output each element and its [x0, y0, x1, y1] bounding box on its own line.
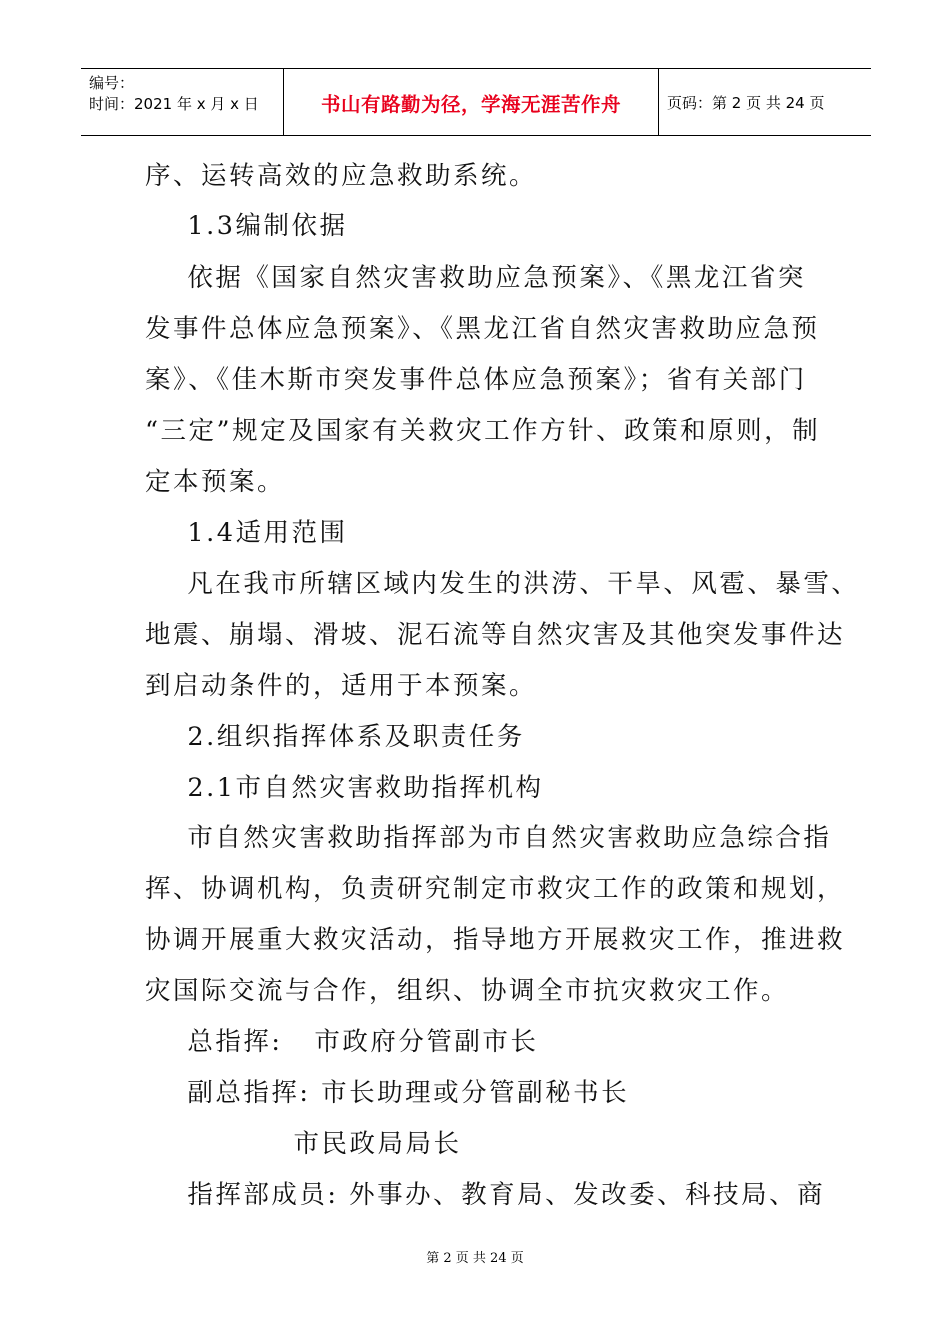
body-line: 凡在我市所辖区域内发生的洪涝、干旱、风雹、暴雪、 — [145, 569, 860, 599]
section-heading-2-1: 2.1市自然灾害救助指挥机构 — [145, 773, 544, 803]
body-line: 依据《国家自然灾害救助应急预案》、《黑龙江省突 — [145, 263, 806, 293]
deputy-commander-line-2: 市民政局局长 — [145, 1129, 462, 1159]
body-line: 序、运转高效的应急救助系统。 — [145, 161, 538, 191]
motto-text: 书山有路勤为径，学海无涯苦作舟 — [320, 93, 621, 116]
section-heading-2: 2.组织指挥体系及职责任务 — [145, 722, 525, 752]
header-page-cell — [659, 69, 871, 135]
body-line: 定本预案。 — [145, 467, 286, 497]
body-line: 灾国际交流与合作，组织、协调全市抗灾救灾工作。 — [145, 976, 790, 1006]
members-line: 指挥部成员: 外事办、教育局、发改委、科技局、商 — [145, 1180, 826, 1210]
page-footer: 第 2 页 共 24 页 — [426, 1251, 524, 1266]
body-line: 发事件总体应急预案》、《黑龙江省自然灾害救助应急预 — [145, 314, 820, 344]
body-line: 挥、协调机构，负责研究制定市救灾工作的政策和规划， — [145, 874, 846, 904]
body-line: 到启动条件的，适用于本预案。 — [145, 671, 538, 701]
header-meta-cell — [81, 69, 284, 135]
deputy-commander-line: 副总指挥: 市长助理或分管副秘书长 — [145, 1078, 630, 1108]
section-heading-1-3: 1.3编制依据 — [145, 211, 348, 241]
document-header — [81, 68, 871, 136]
commander-line: 总指挥: 市政府分管副市长 — [145, 1027, 539, 1057]
body-line: “三定”规定及国家有关救灾工作方针、政策和原则，制 — [145, 416, 821, 446]
body-line: 协调开展重大救灾活动，指导地方开展救灾工作，推进救 — [145, 925, 846, 955]
body-line: 市自然灾害救助指挥部为市自然灾害救助应急综合指 — [145, 823, 832, 853]
serial-number-label: 编号： — [89, 74, 135, 92]
body-line: 案》、《佳木斯市突发事件总体应急预案》；省有关部门 — [145, 365, 807, 395]
body-line: 地震、崩塌、滑坡、泥石流等自然灾害及其他突发事件达 — [145, 620, 846, 650]
page-info: 页码：第 2 页 共 24 页 — [667, 93, 825, 112]
date-label: 时间：2021 年 x 月 x 日 — [89, 95, 259, 113]
header-motto-cell — [284, 69, 659, 135]
section-heading-1-4: 1.4适用范围 — [145, 518, 348, 548]
